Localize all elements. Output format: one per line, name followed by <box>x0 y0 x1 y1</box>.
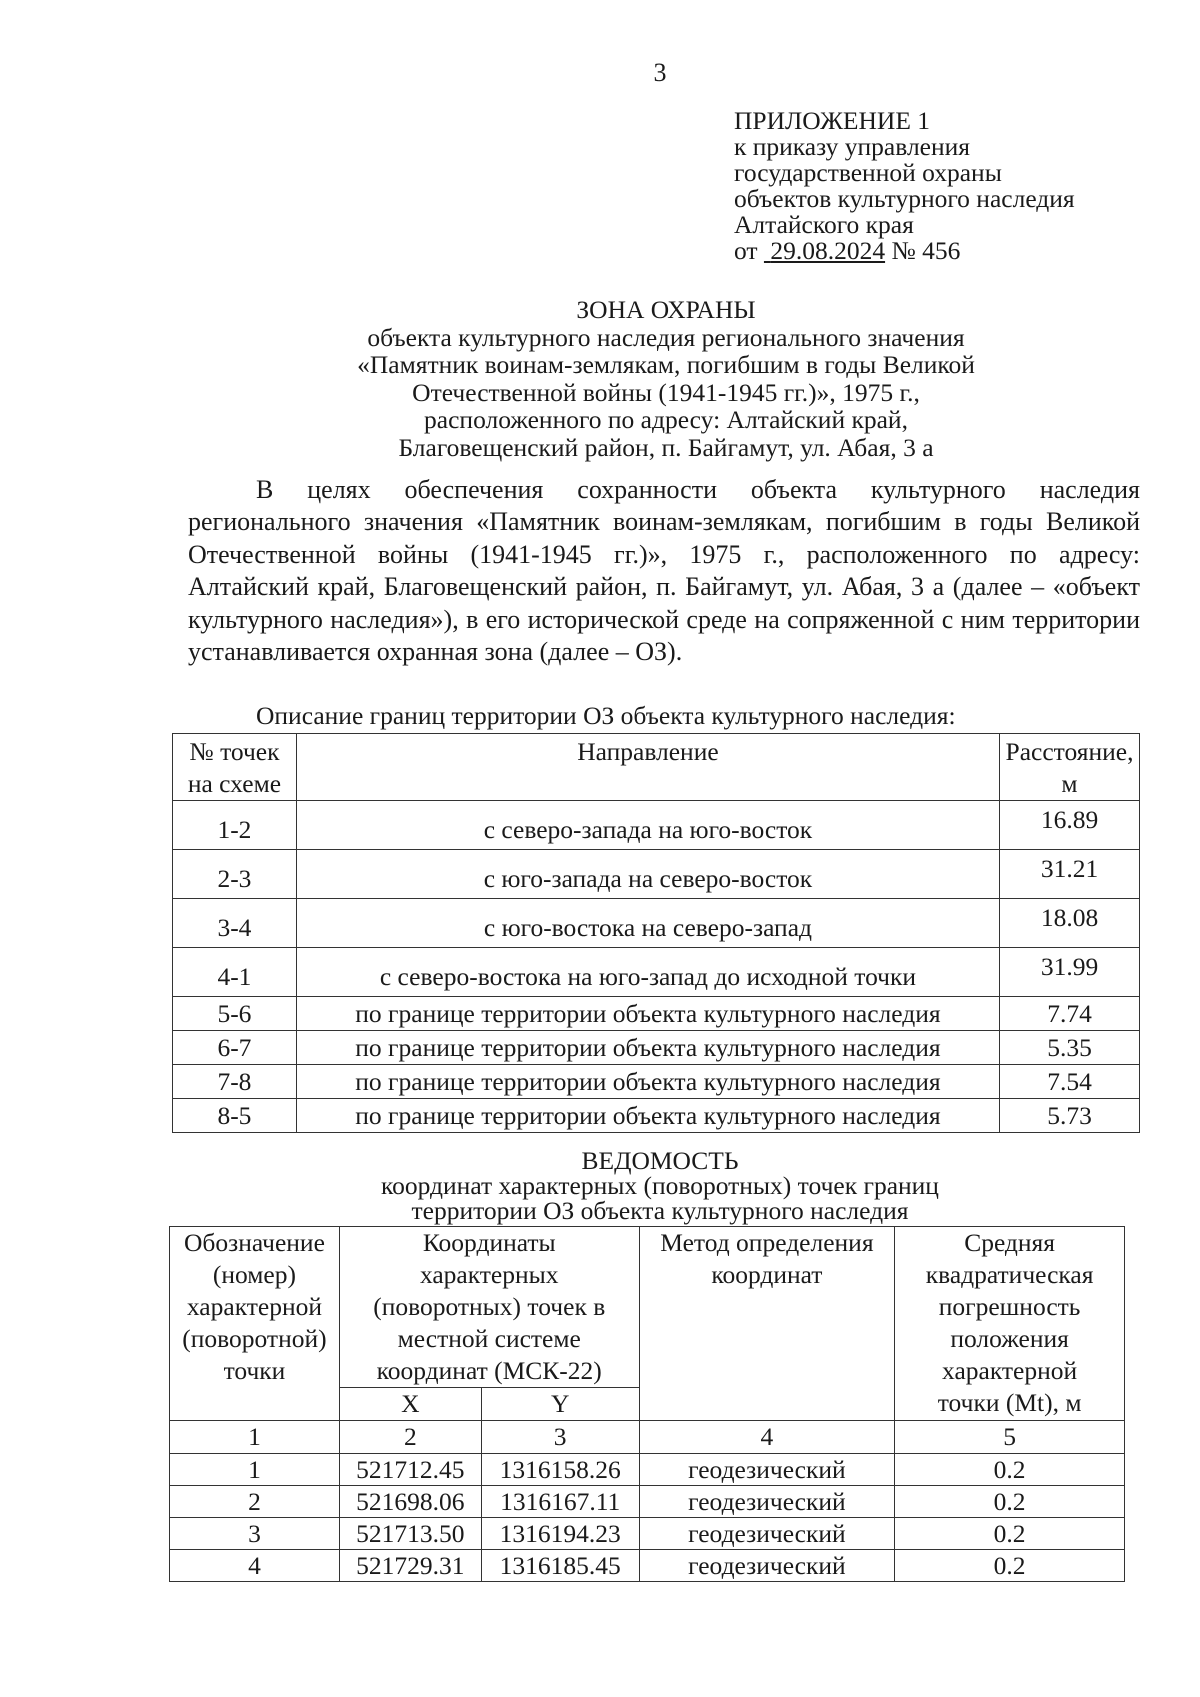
cell-x: 521712.45 <box>339 1454 481 1486</box>
cell-points: 5-6 <box>173 997 297 1031</box>
vedomost-subtitle: территории ОЗ объекта культурного наследия <box>411 1196 909 1225</box>
cell-distance: 16.89 <box>1000 801 1140 850</box>
appendix-line: объектов культурного наследия <box>734 184 1075 213</box>
cell-y: 1316167.11 <box>481 1486 639 1518</box>
cell-distance: 31.21 <box>1000 850 1140 899</box>
cell-y: 1316158.26 <box>481 1454 639 1486</box>
cell-method: геодезический <box>639 1550 895 1582</box>
body-paragraph: В целях обеспечения сохранности объекта культурного наследия регионального значения «Памятник воинам-землякам, погибшим в годы Великой Отечественной войны (1941-1945 гг.)», 1975 г., расположенного по адресу: Алтайский край, Благовещенский район, п. Байгамут, ул. Абая, 3 а (далее – «объект культурного наследия»), в его исторической среде на сопряженной с ним территории устанавливается охранная зона (далее – ОЗ). <box>188 475 1140 667</box>
table-row <box>170 1486 1125 1518</box>
zone-title: ЗОНА ОХРАНЫ <box>576 295 756 324</box>
column-number: 3 <box>481 1421 639 1454</box>
table-row <box>173 1031 1140 1065</box>
table-header-row <box>170 1227 1125 1388</box>
column-number: 1 <box>170 1421 340 1454</box>
table1-caption: Описание границ территории ОЗ объекта культурного наследия: <box>256 701 956 730</box>
cell-x: 521729.31 <box>339 1550 481 1582</box>
cell-distance: 7.54 <box>1000 1065 1140 1099</box>
column-number: 5 <box>895 1421 1125 1454</box>
table-row <box>173 850 1140 899</box>
table-row <box>173 997 1140 1031</box>
cell-x: 521713.50 <box>339 1518 481 1550</box>
cell-distance: 5.73 <box>1000 1099 1140 1133</box>
table-row <box>170 1454 1125 1486</box>
cell-error: 0.2 <box>895 1454 1125 1486</box>
cell-error: 0.2 <box>895 1550 1125 1582</box>
header-y: Y <box>481 1388 639 1421</box>
cell-points: 7-8 <box>173 1065 297 1099</box>
cell-points: 1-2 <box>173 801 297 850</box>
cell-method: геодезический <box>639 1486 895 1518</box>
cell-distance: 5.35 <box>1000 1031 1140 1065</box>
appendix-block <box>734 108 1075 264</box>
order-number: № 456 <box>891 236 961 265</box>
cell-y: 1316194.23 <box>481 1518 639 1550</box>
zone-title-line: Благовещенский район, п. Байгамут, ул. Абая, 3 а <box>398 432 934 462</box>
table-row <box>173 1099 1140 1133</box>
cell-point: 1 <box>170 1454 340 1486</box>
vedomost-title: ВЕДОМОСТЬ <box>581 1146 739 1175</box>
cell-distance: 7.74 <box>1000 997 1140 1031</box>
appendix-date-line <box>734 238 1075 264</box>
cell-direction: с северо-запада на юго-восток <box>296 801 999 850</box>
zone-title-line: расположенного по адресу: Алтайский край, <box>424 405 908 434</box>
appendix-line: к приказу управления <box>734 132 971 161</box>
header-method: Метод определения координат <box>639 1227 895 1421</box>
table-row <box>173 1065 1140 1099</box>
cell-method: геодезический <box>639 1518 895 1550</box>
zone-title-line: Отечественной войны (1941-1945 гг.)», 1975 г., <box>412 377 920 407</box>
cell-distance: 31.99 <box>1000 948 1140 997</box>
header-direction: Направление <box>296 734 999 801</box>
header-x: X <box>339 1388 481 1421</box>
cell-x: 521698.06 <box>339 1486 481 1518</box>
appendix-line: государственной охраны <box>734 158 1002 187</box>
boundary-description-table <box>172 733 1140 1133</box>
header-error: Средняя квадратическая погрешность положения характерной точки (Mt), м <box>895 1227 1125 1421</box>
zone-title-line: объекта культурного наследия регионального значения <box>367 322 965 352</box>
column-number-row <box>170 1421 1125 1454</box>
cell-point: 3 <box>170 1518 340 1550</box>
cell-error: 0.2 <box>895 1486 1125 1518</box>
cell-error: 0.2 <box>895 1518 1125 1550</box>
page-number: 3 <box>653 58 667 87</box>
vedomost-title-block <box>0 1148 1200 1223</box>
zone-title-block <box>0 296 1200 461</box>
header-coordinates: Координаты характерных (поворотных) точек в местной системе координат (МСК-22) <box>339 1227 639 1388</box>
coordinates-table <box>169 1226 1125 1582</box>
cell-points: 4-1 <box>173 948 297 997</box>
vedomost-subtitle: координат характерных (поворотных) точек границ <box>381 1171 939 1200</box>
table-row <box>173 899 1140 948</box>
cell-point: 2 <box>170 1486 340 1518</box>
cell-direction: по границе территории объекта культурного наследия <box>296 997 999 1031</box>
cell-y: 1316185.45 <box>481 1550 639 1582</box>
appendix-title: ПРИЛОЖЕНИЕ 1 <box>734 106 931 135</box>
cell-method: геодезический <box>639 1454 895 1486</box>
cell-points: 3-4 <box>173 899 297 948</box>
cell-points: 2-3 <box>173 850 297 899</box>
table-row <box>173 948 1140 997</box>
header-points: № точек на схеме <box>173 734 297 801</box>
cell-direction: по границе территории объекта культурного наследия <box>296 1065 999 1099</box>
cell-direction: с северо-востока на юго-запад до исходной точки <box>296 948 999 997</box>
header-distance: Расстояние, м <box>1000 734 1140 801</box>
header-designation: Обозначение (номер) характерной (поворотной) точки <box>170 1227 340 1421</box>
cell-direction: по границе территории объекта культурного наследия <box>296 1031 999 1065</box>
cell-direction: с юго-востока на северо-запад <box>296 899 999 948</box>
cell-point: 4 <box>170 1550 340 1582</box>
table-header-row <box>173 734 1140 801</box>
table-row <box>170 1518 1125 1550</box>
column-number: 4 <box>639 1421 895 1454</box>
cell-direction: по границе территории объекта культурного наследия <box>296 1099 999 1133</box>
cell-points: 6-7 <box>173 1031 297 1065</box>
table-row <box>170 1550 1125 1582</box>
cell-direction: с юго-запада на северо-восток <box>296 850 999 899</box>
order-date: 29.08.2024 <box>770 236 886 265</box>
date-prefix: от <box>734 236 758 265</box>
cell-distance: 18.08 <box>1000 899 1140 948</box>
table-row <box>173 801 1140 850</box>
cell-points: 8-5 <box>173 1099 297 1133</box>
column-number: 2 <box>339 1421 481 1454</box>
appendix-line: Алтайского края <box>734 210 914 239</box>
zone-title-line: «Памятник воинам-землякам, погибшим в годы Великой <box>357 350 975 379</box>
